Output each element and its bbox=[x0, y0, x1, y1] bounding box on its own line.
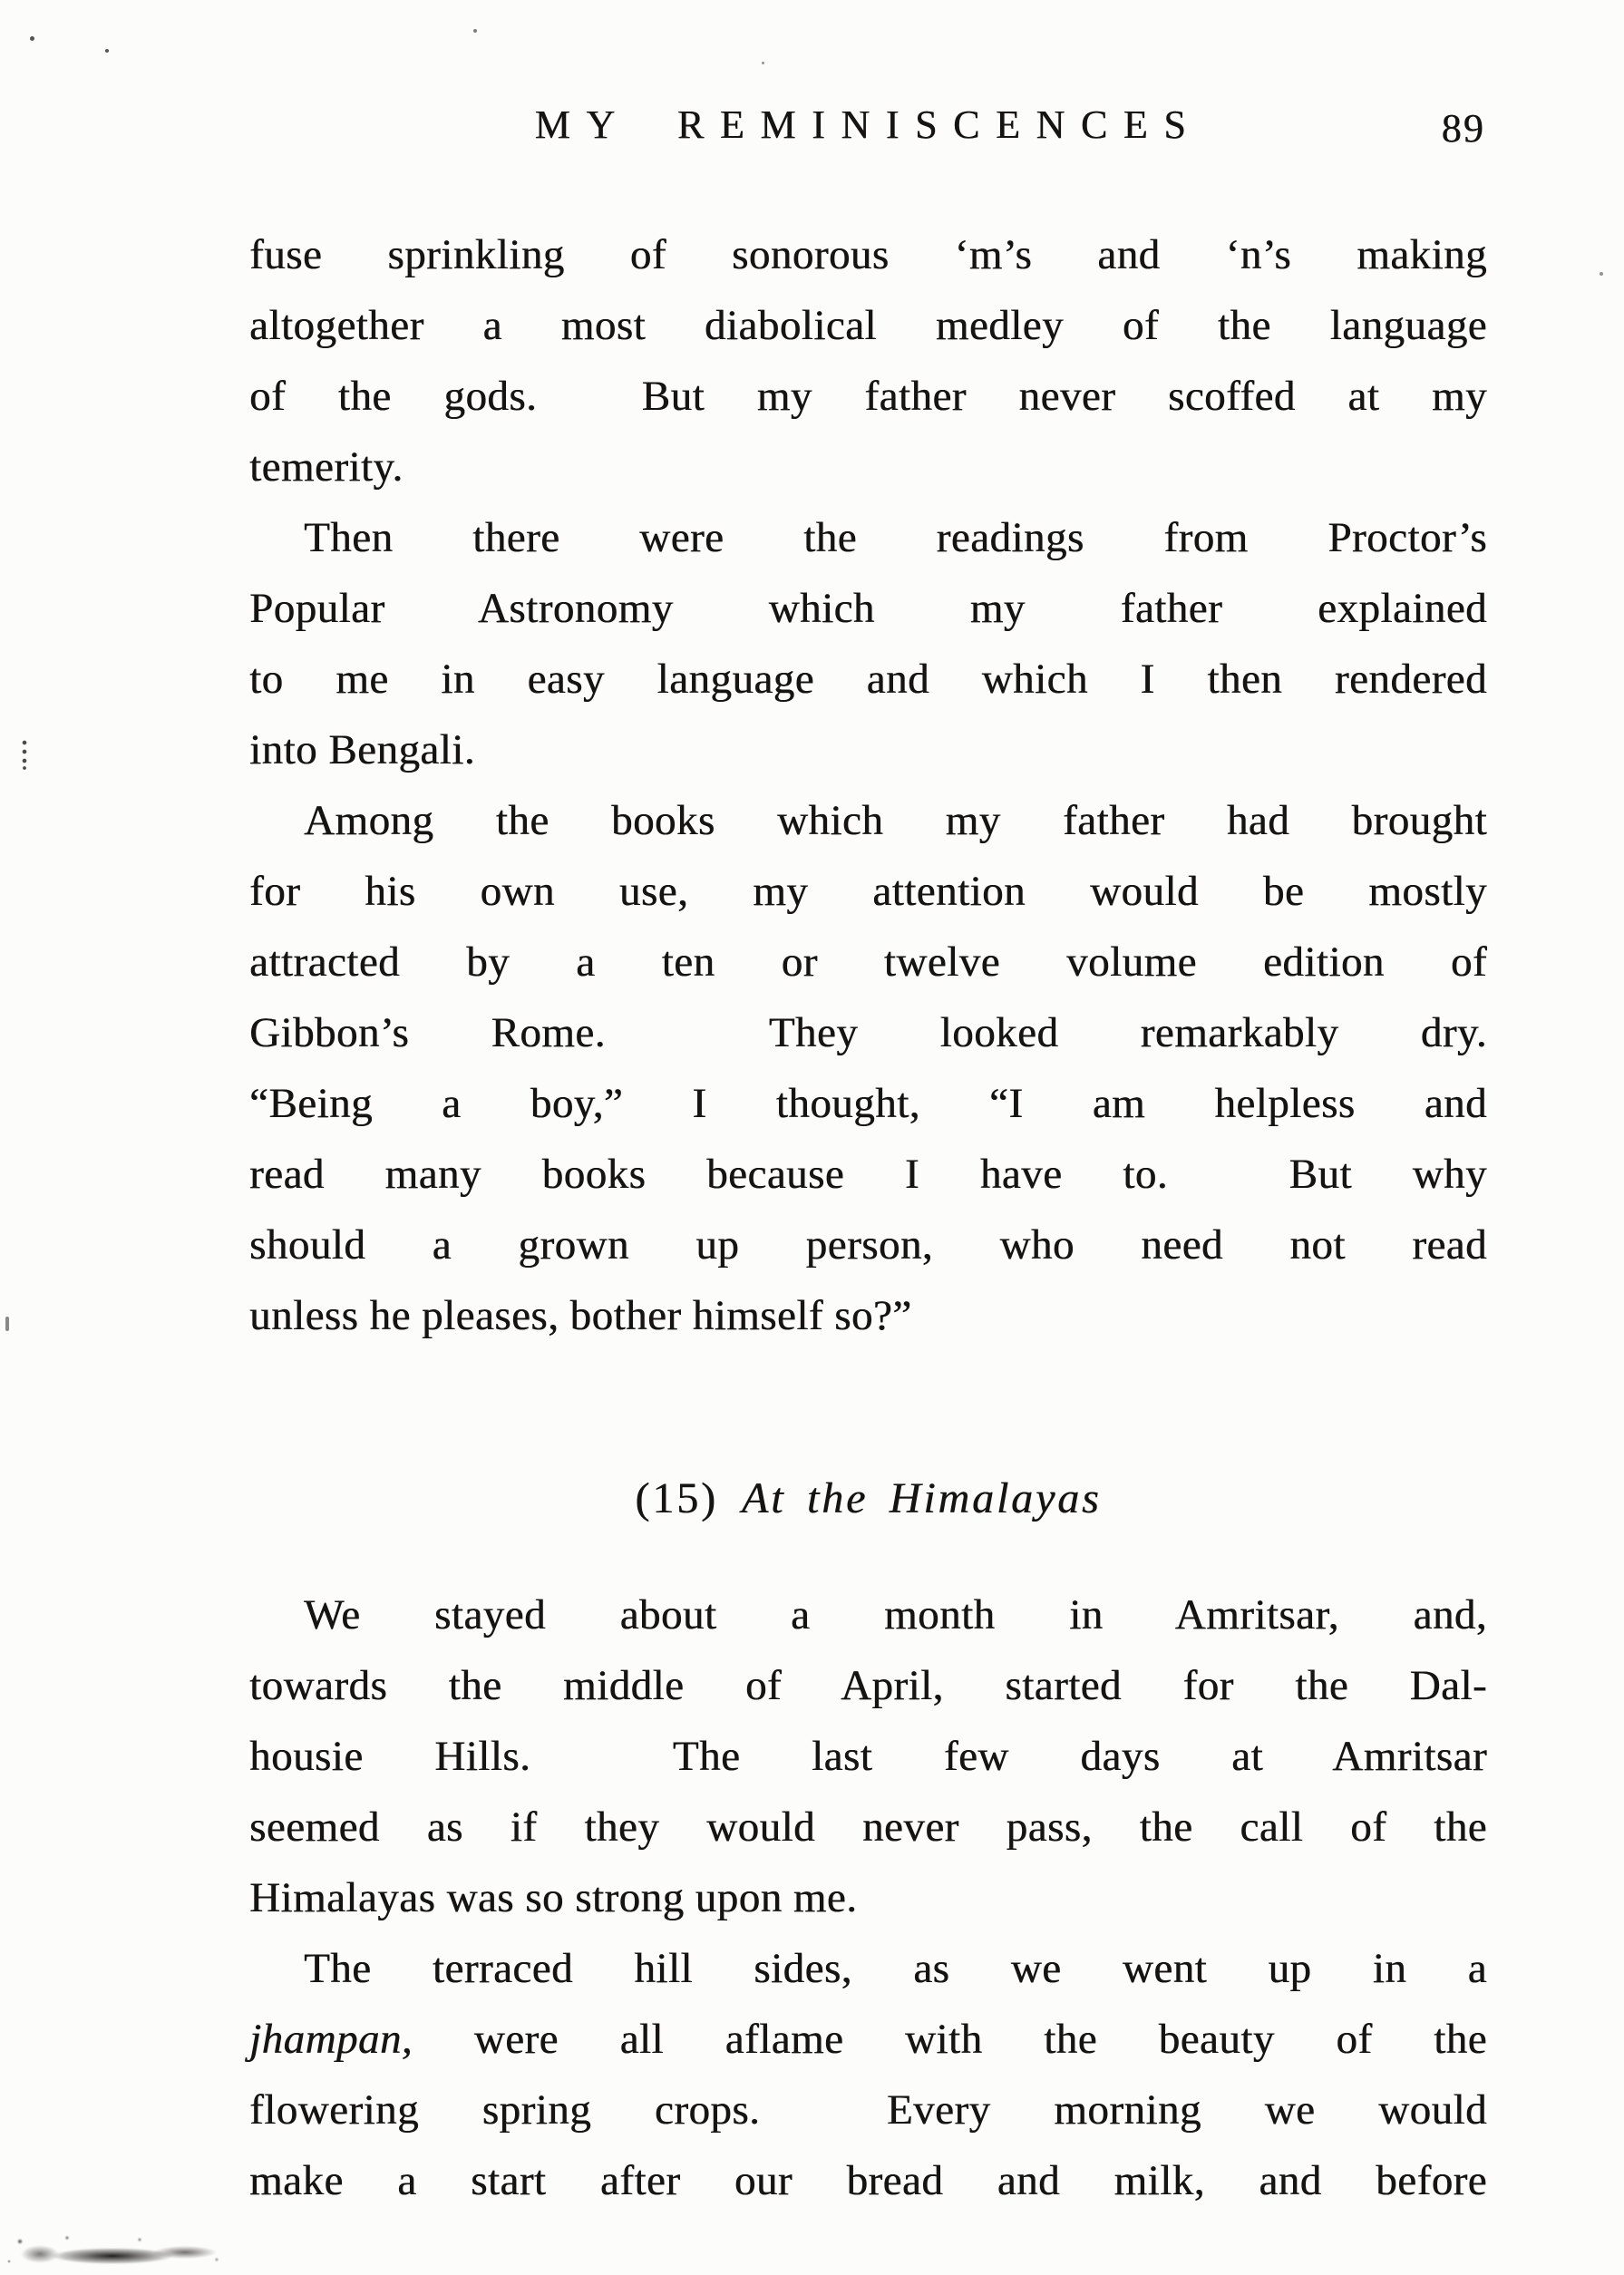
text-column bbox=[249, 0, 1487, 2216]
text-line: make a start after our bread and milk, and before bbox=[249, 2157, 1487, 2204]
text-line: Among the books which my father had brought bbox=[304, 797, 1487, 844]
text-line: fuse sprinkling of sonorous ‘m’s and ‘n’s making bbox=[249, 231, 1487, 278]
running-title: MY REMINISCENCES bbox=[534, 102, 1202, 147]
section-heading bbox=[249, 1463, 1487, 1534]
text-line: for his own use, my attention would be mostly bbox=[249, 868, 1487, 915]
page-number: 89 bbox=[1441, 106, 1485, 151]
italic-word: jhampan, bbox=[249, 2016, 413, 2063]
paragraph-block-2 bbox=[249, 1580, 1487, 2216]
scan-speck bbox=[1600, 272, 1603, 276]
text-line: Popular Astronomy which my father explained bbox=[249, 585, 1487, 632]
body-text bbox=[249, 219, 1487, 2216]
text-line: jhampan, were all aflame with the beauty of the bbox=[249, 2016, 1487, 2063]
text-line: should a grown up person, who need not read bbox=[249, 1221, 1487, 1269]
scan-edge-mark bbox=[5, 1317, 9, 1331]
text-line: The terraced hill sides, as we went up in a bbox=[304, 1945, 1487, 1992]
text-line: seemed as if they would never pass, the call of the bbox=[249, 1803, 1487, 1851]
text-line: Himalayas was so strong upon me. bbox=[249, 1874, 858, 1921]
text-line: Then there were the readings from Proctor’s bbox=[304, 514, 1487, 561]
scan-smudge bbox=[4, 2223, 230, 2269]
text-line: We stayed about a month in Amritsar, and, bbox=[304, 1591, 1487, 1638]
text-line: of the gods. But my father never scoffed at my bbox=[249, 373, 1487, 420]
scan-speck bbox=[30, 36, 34, 41]
text-line: flowering spring crops. Every morning we would bbox=[249, 2086, 1487, 2134]
paragraph-block-1 bbox=[249, 219, 1487, 1351]
text-line: altogether a most diabolical medley of the language bbox=[249, 302, 1487, 349]
text-line: attracted by a ten or twelve volume edition of bbox=[249, 938, 1487, 986]
text-line: Gibbon’s Rome. They looked remarkably dry. bbox=[249, 1009, 1487, 1056]
scan-speck bbox=[105, 49, 109, 53]
text-line: towards the middle of April, started for the Dal- bbox=[249, 1662, 1487, 1709]
text-line: “Being a boy,” I thought, “I am helpless and bbox=[249, 1080, 1487, 1127]
running-header bbox=[249, 102, 1487, 160]
text-line: housie Hills. The last few days at Amritsar bbox=[249, 1733, 1487, 1780]
section-title: At the Himalayas bbox=[741, 1474, 1102, 1522]
text-line: read many books because I have to. But why bbox=[249, 1151, 1487, 1198]
text-line: to me in easy language and which I then rendered bbox=[249, 656, 1487, 703]
text-line: unless he pleases, bother himself so?” bbox=[249, 1292, 912, 1339]
scan-edge-mark bbox=[22, 739, 27, 770]
text-line: temerity. bbox=[249, 443, 404, 491]
section-number: (15) bbox=[635, 1474, 718, 1522]
text-line: into Bengali. bbox=[249, 726, 475, 773]
